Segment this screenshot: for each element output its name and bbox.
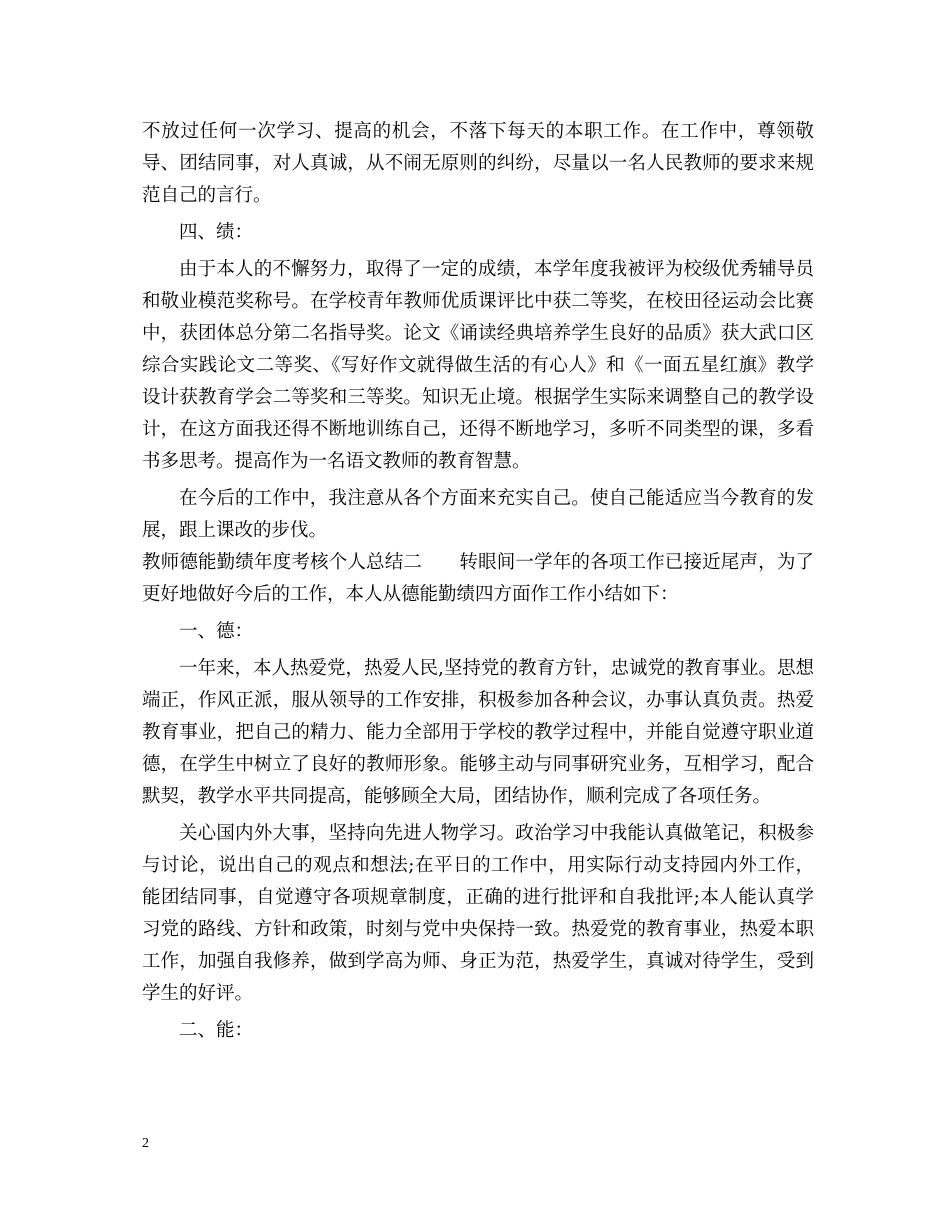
paragraph: 在今后的工作中，我注意从各个方面来充实自己。使自己能适应当今教育的发展，跟上课改的步伐。 <box>142 488 814 541</box>
paragraph: 关心国内外大事，坚持向先进人物学习。政治学习中我能认真做笔记，积极参与讨论，说出自己的观点和想法;在平日的工作中，用实际行动支持园内外工作，能团结同事，自觉遵守各项规章制度，正确的进行批评和自我批评;本人能认真学习党的路线、方针和政策，时刻与党中央保持一致。热爱党的教育事业，热爱本职工作，加强自我修养，做到学高为师、身正为范，热爱学生，真诚对待学生，受到学生的好评。 <box>142 823 814 1004</box>
paragraph: 不放过任何一次学习、提高的机会，不落下每天的本职工作。在工作中，尊领敬导、团结同事，对人真诚，从不闹无原则的纠纷，尽量以一名人民教师的要求来规范自己的言行。 <box>142 121 814 206</box>
section-heading: 二、能： <box>179 1020 254 1041</box>
page-number: 2 <box>142 1136 149 1151</box>
body-text <box>142 116 814 1047</box>
paragraph: 一年来，本人热爱党，热爱人民,坚持党的教育方针，忠诚党的教育事业。思想端正，作风正派，服从领导的工作安排，积极参加各种会议，办事认真负责。热爱教育事业，把自己的精力、能力全部用于学校的教学过程中，并能自觉遵守职业道德，在学生中树立了良好的教师形象。能够主动与同事研究业务，互相学习，配合默契，教学水平共同提高，能够顾全大局，团结协作，顺利完成了各项任务。 <box>142 658 814 807</box>
section-heading: 一、德： <box>179 621 254 642</box>
paragraph: 由于本人的不懈努力，取得了一定的成绩，本学年度我被评为校级优秀辅导员和敬业模范奖称号。在学校青年教师优质课评比中获二等奖，在校田径运动会比赛中，获团体总分第二名指导奖。论文《诵读经典培养学生良好的品质》获大武口区综合实践论文二等奖、《写好作文就得做生活的有心人》和《一面五星红旗》教学设计获教育学会二等奖和三等奖。知识无止境。根据学生实际来调整自己的教学设计，在这方面我还得不断地训练自己，还得不断地学习，多听不同类型的课，多看书多思考。提高作为一名语文教师的教育智慧。 <box>142 259 814 472</box>
section-heading: 四、绩： <box>179 222 254 243</box>
paragraph: 教师德能勤绩年度考核个人总结二 转眼间一学年的各项工作已接近尾声，为了更好地做好今后的工作，本人从德能勤绩四方面作工作小结如下： <box>142 552 814 605</box>
